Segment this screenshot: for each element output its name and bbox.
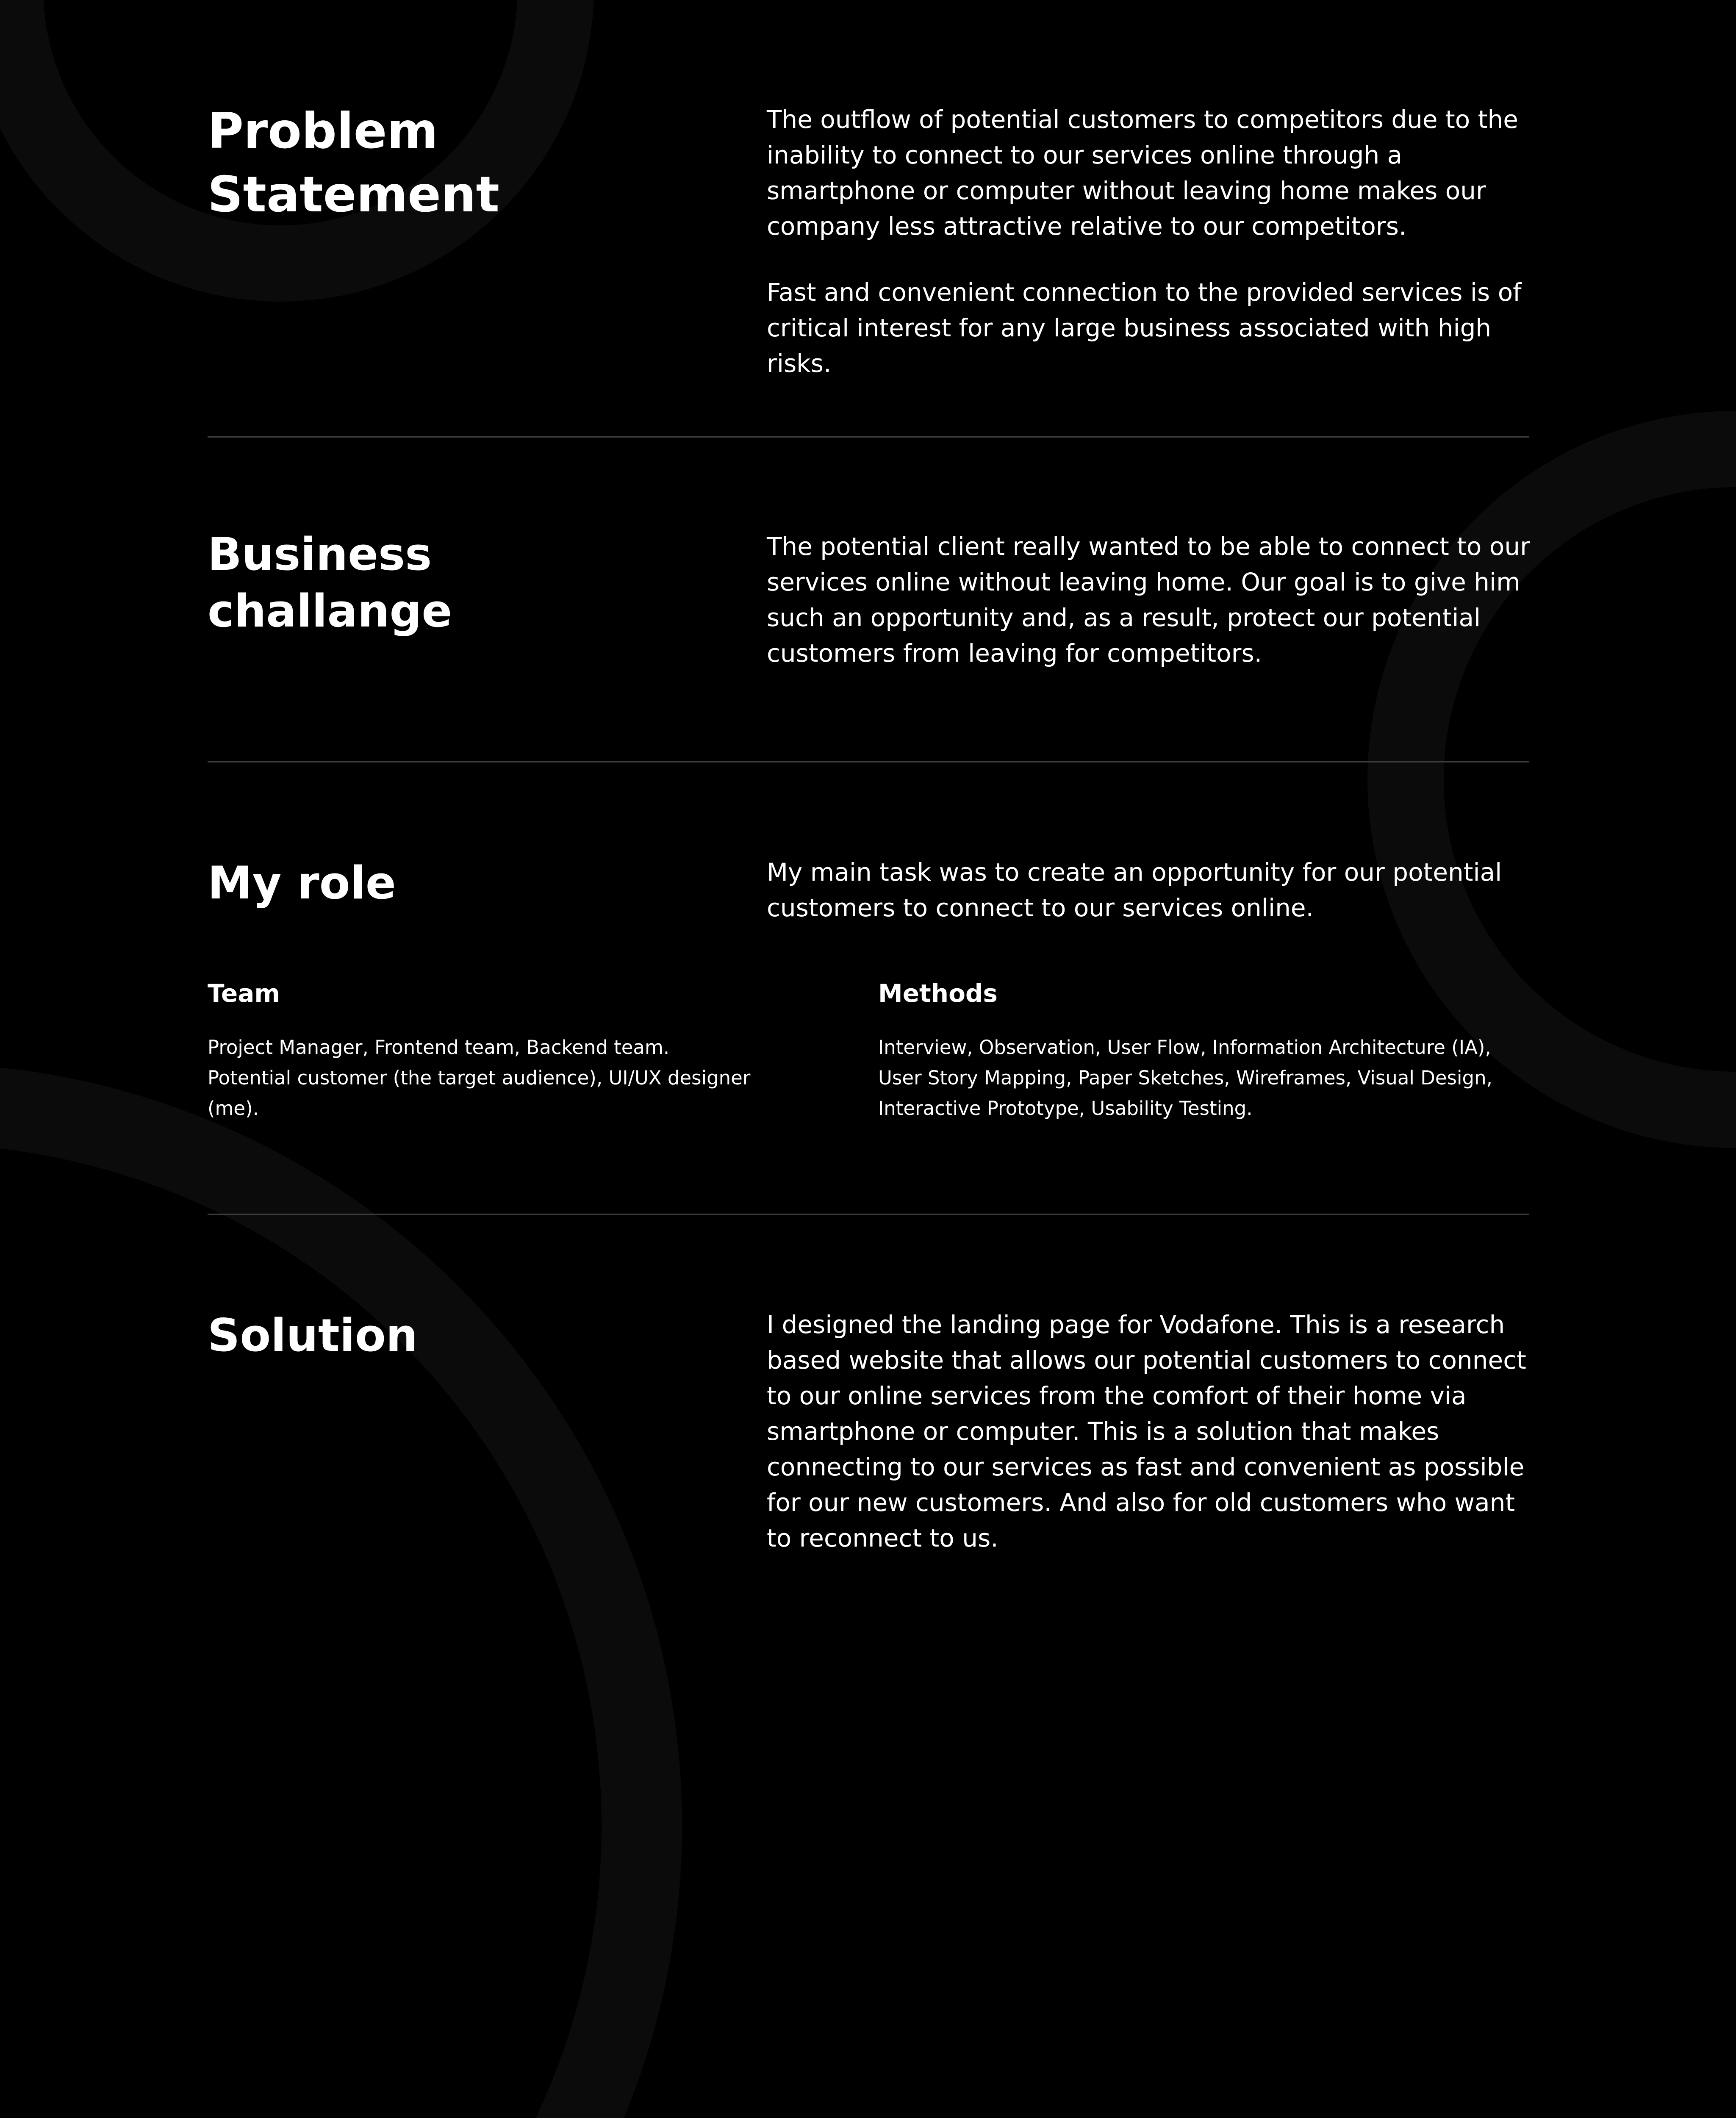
section-divider [208, 761, 1529, 762]
methods-text: Interview, Observation, User Flow, Information Architecture (IA), User Story Mapping, Paper Sketches, Wireframes, Visual Design, Interactive Prototype, Usability Testing. [878, 1036, 1492, 1120]
my-role-paragraph: My main task was to create an opportunity for our potential customers to connect to our services online. [767, 858, 1502, 922]
problem-statement-paragraph-2: Fast and convenient connection to the provided services is of critical interest for any large business associated with high risks. [767, 278, 1522, 378]
solution-heading: Solution [208, 1309, 418, 1361]
team-title: Team [208, 979, 280, 1008]
problem-statement-heading: Problem Statement [208, 103, 499, 223]
methods-title: Methods [878, 979, 998, 1008]
problem-statement-paragraph-1: The outflow of potential customers to competitors due to the inability to connect to our services online through a smartphone or computer without leaving home makes our company less attractive relative to our competitors. [767, 105, 1518, 241]
my-role-heading: My role [208, 857, 396, 909]
solution-paragraph: I designed the landing page for Vodafone. This is a research based website that allows our potential customers to connect to our online services from the comfort of their home via smartphone or computer. This is a solution that makes connecting to our services as fast and convenient as possible for our new customers. And also for old customers who want to reconnect to us. [767, 1310, 1526, 1552]
team-text: Project Manager, Frontend team, Backend team. Potential customer (the target audience), UI/UX designer (me). [208, 1036, 751, 1120]
business-challenge-paragraph: The potential client really wanted to be able to connect to our services online without leaving home. Our goal is to give him such an opportunity and, as a result, protect our potential customers from leaving for competitors. [767, 532, 1530, 668]
business-challenge-heading: Business challange [208, 528, 452, 637]
section-divider [208, 436, 1529, 438]
section-divider [208, 1214, 1529, 1215]
